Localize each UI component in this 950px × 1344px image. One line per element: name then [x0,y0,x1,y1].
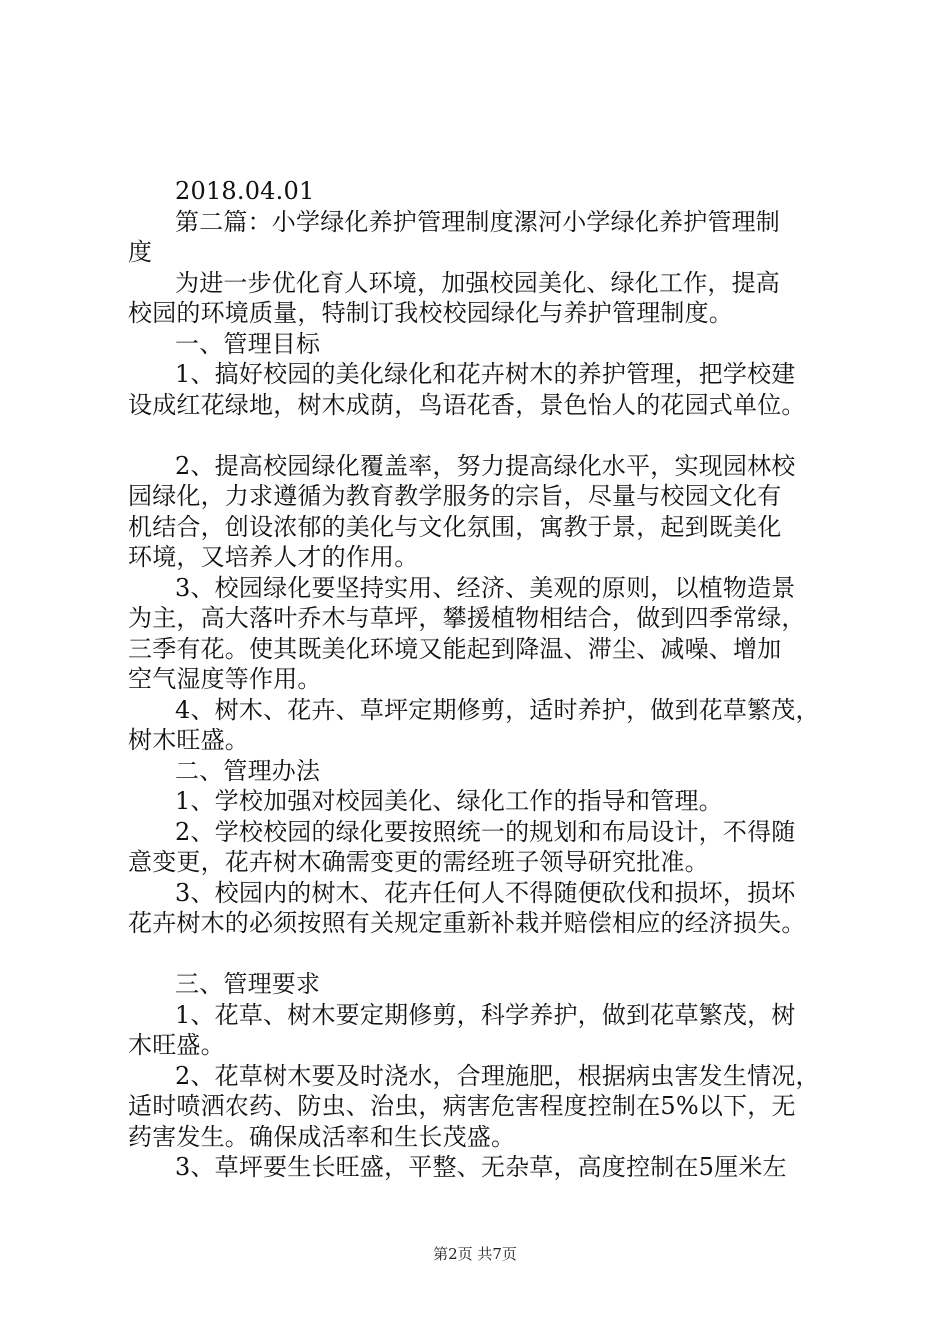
paragraph-line: 适时喷洒农药、防虫、治虫，病害危害程度控制在5%以下，无 [128,1092,796,1120]
paragraph-line: 机结合，创设浓郁的美化与文化氛围，寓教于景，起到既美化 [128,512,782,541]
section-heading: 二、管理办法 [175,756,321,785]
paragraph-line: 1、花草、树木要定期修剪，科学养护，做到花草繁茂，树 [175,1000,796,1029]
paragraph-line: 3、草坪要生长旺盛，平整、无杂草，高度控制在5厘米左 [175,1153,787,1181]
paragraph-line: 三季有花。使其既美化环境又能起到降温、滞尘、减噪、增加 [128,634,782,663]
document-title-line: 第二篇：小学绿化养护管理制度漯河小学绿化养护管理制 [175,207,780,236]
paragraph-line: 空气湿度等作用。 [128,665,322,693]
paragraph-line: 3、校园绿化要坚持实用、经济、美观的原则，以植物造景 [175,573,796,602]
paragraph-line: 树木旺盛。 [128,726,249,754]
intro-paragraph-line: 校园的环境质量，特制订我校校园绿化与养护管理制度。 [128,299,733,327]
paragraph-line: 环境，又培养人才的作用。 [128,543,419,571]
paragraph-line: 2、学校校园的绿化要按照统一的规划和布局设计，不得随 [175,817,796,846]
paragraph-line: 花卉树木的必须按照有关规定重新补栽并赔偿相应的经济损失。 [128,909,806,937]
page-number-footer: 第2页 共7页 [433,1245,517,1263]
paragraph-line: 2、提高校园绿化覆盖率，努力提高绿化水平，实现园林校 [175,451,796,480]
paragraph-line: 园绿化，力求遵循为教育教学服务的宗旨，尽量与校园文化有 [128,482,782,510]
paragraph-line: 设成红花绿地，树木成荫，鸟语花香，景色怡人的花园式单位。 [128,390,806,419]
paragraph-line: 木旺盛。 [128,1031,225,1059]
section-heading: 三、管理要求 [175,970,321,998]
paragraph-line: 意变更，花卉树木确需变更的需经班子领导研究批准。 [128,848,709,876]
paragraph-line: 1、学校加强对校园美化、绿化工作的指导和管理。 [175,787,723,815]
paragraph-gap [128,939,840,970]
paragraph-line: 1、搞好校园的美化绿化和花卉树木的养护管理，把学校建 [175,360,796,388]
paragraph-line: 3、校园内的树木、花卉任何人不得随便砍伐和损坏，损坏 [175,878,796,907]
paragraph-line: 为主，高大落叶乔木与草坪，攀援植物相结合，做到四季常绿， [128,604,806,632]
paragraph-line: 药害发生。确保成活率和生长茂盛。 [128,1122,516,1151]
document-title-line: 度 [128,238,153,266]
document-body [128,176,840,1183]
section-heading: 一、管理目标 [175,329,321,358]
paragraph-line: 2、花草树木要及时浇水，合理施肥，根据病虫害发生情况， [175,1061,820,1090]
paragraph-line: 4、树木、花卉、草坪定期修剪，适时养护，做到花草繁茂， [175,695,820,724]
paragraph-gap [128,420,840,451]
intro-paragraph-line: 为进一步优化育人环境，加强校园美化、绿化工作，提高 [175,268,780,297]
document-date: 2018.04.01 [175,177,315,205]
